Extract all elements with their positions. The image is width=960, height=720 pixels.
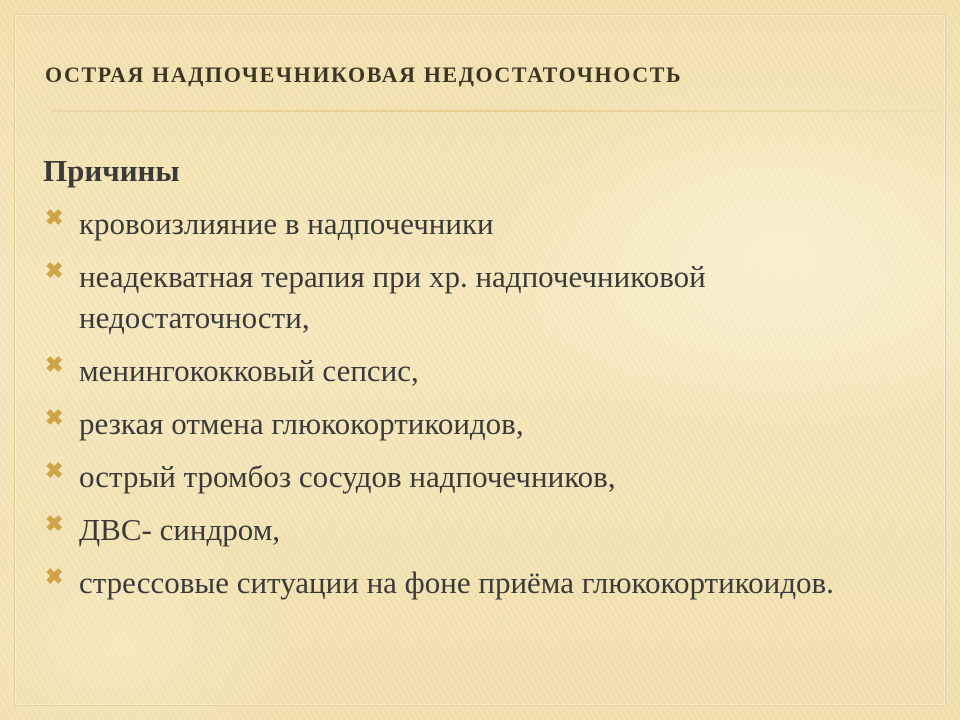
list-item xyxy=(43,350,923,391)
x-mark-bullet-icon: ✖ xyxy=(45,405,64,430)
list-item-text: стрессовые ситуации на фоне приёма глюкокортикоидов. xyxy=(79,565,834,600)
x-mark-bullet-icon: ✖ xyxy=(45,458,64,483)
list-item-text: неадекватная терапия при хр. надпочечниковой недостаточности, xyxy=(79,259,706,335)
list-item xyxy=(43,562,923,603)
list-item xyxy=(43,509,923,550)
list-item xyxy=(43,203,923,244)
x-mark-bullet-icon: ✖ xyxy=(45,564,64,589)
list-item-text: ДВС- синдром, xyxy=(79,512,281,547)
slide-title: ОСТРАЯ НАДПОЧЕЧНИКОВАЯ НЕДОСТАТОЧНОСТЬ xyxy=(45,62,683,87)
section-heading: Причины xyxy=(43,153,180,188)
list-item-text: резкая отмена глюкокортикоидов, xyxy=(79,406,524,441)
x-mark-bullet-icon: ✖ xyxy=(45,258,64,283)
list-item-text: кровоизлияние в надпочечники xyxy=(79,206,494,241)
x-mark-bullet-icon: ✖ xyxy=(45,511,64,536)
list-item-text: менингококковый сепсис, xyxy=(79,353,419,388)
x-mark-bullet-icon: ✖ xyxy=(45,352,64,377)
list-item-text: острый тромбоз сосудов надпочечников, xyxy=(79,459,616,494)
x-mark-bullet-icon: ✖ xyxy=(45,205,64,230)
title-divider xyxy=(52,110,950,112)
list-item xyxy=(43,256,923,338)
list-item xyxy=(43,403,923,444)
list-item xyxy=(43,456,923,497)
causes-list xyxy=(43,203,923,615)
